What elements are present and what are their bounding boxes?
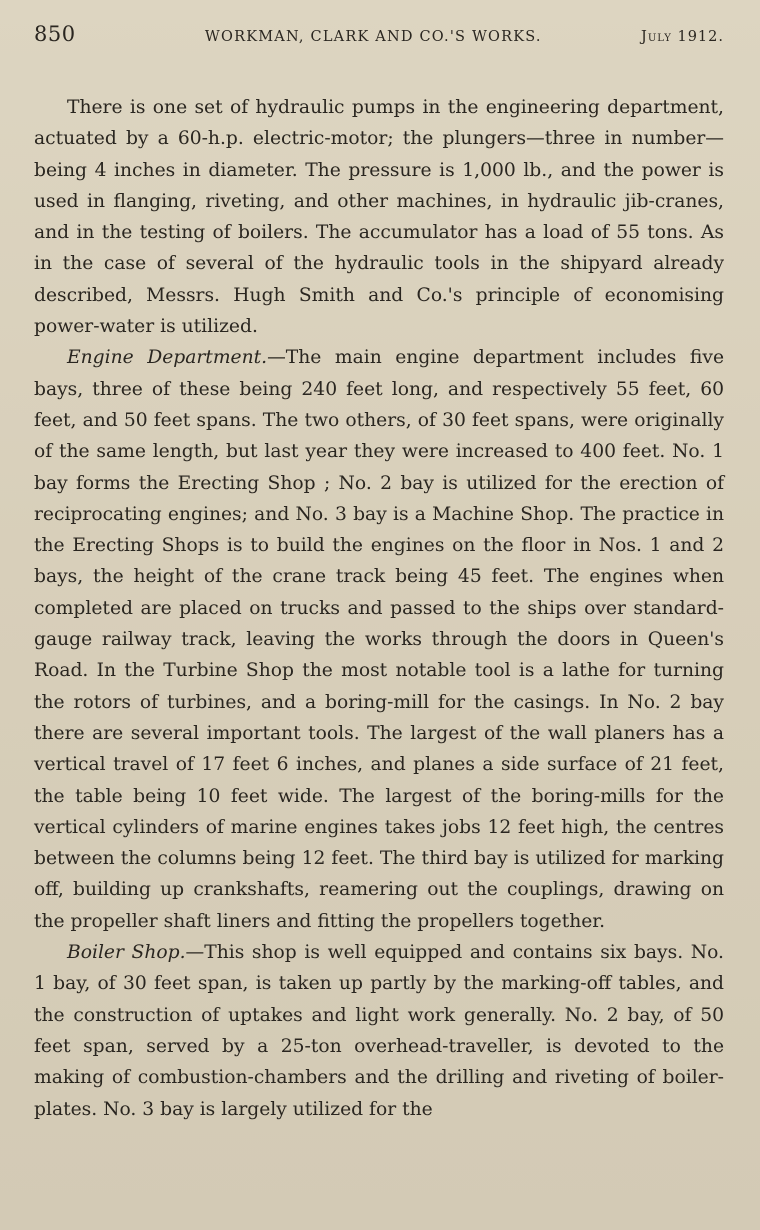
page-number: 850 <box>34 22 76 46</box>
running-title: WORKMAN, CLARK AND CO.'S WORKS. <box>204 29 542 45</box>
issue-date: July 1912. <box>641 29 724 45</box>
paragraph-hydraulic-pumps <box>34 92 724 342</box>
paragraph-text: There is one set of hydraulic pumps in the engineering department, actuated by a 60-h.p. electric-motor; the plungers—three in number—being 4 inches in diameter. The pressure is 1,000 lb., and the power is used in flanging, riveting, and other machines, in hydraulic jib-cranes, and in the testing of boilers. The accumulator has a load of 55 tons. As in the case of several of the hydraulic tools in the shipyard already described, Messrs. Hugh Smith and Co.'s principle of economising power-water is utilized. <box>34 97 724 338</box>
section-heading-boiler-shop: Boiler Shop. <box>67 942 186 964</box>
body-text <box>34 92 724 1125</box>
section-heading-engine-department: Engine Department. <box>67 347 268 369</box>
paragraph-text: —This shop is well equipped and contains six bays. No. 1 bay, of 30 feet span, is taken up partly by the marking-off tables, and the construction of uptakes and light work generally. No. 2 bay, of 50 feet span, served by a 25-ton overhead-traveller, is devoted to the making of combustion-chambers and the drilling and riveting of boiler-plates. No. 3 bay is largely utilized for the <box>34 942 724 1120</box>
running-head <box>34 22 724 62</box>
paragraph-text: —The main engine department includes five bays, three of these being 240 feet long, and respectively 55 feet, 60 feet, and 50 feet spans. The two others, of 30 feet spans, were originally of the same length, but last year they were increased to 400 feet. No. 1 bay forms the Erecting Shop ; No. 2 bay is utilized for the erection of reciprocating engines; and No. 3 bay is a Machine Shop. The practice in the Erecting Shops is to build the engines on the floor in Nos. 1 and 2 bays, the height of the crane track being 45 feet. The engines when completed are placed on trucks and passed to the ships over standard-gauge railway track, leaving the works through the doors in Queen's Road. In the Turbine Shop the most notable tool is a lathe for turning the rotors of turbines, and a boring-mill for the casings. In No. 2 bay there are several important tools. The largest of the wall planers has a vertical travel of 17 feet 6 inches, and planes a side surface of 21 feet, the table being 10 feet wide. The largest of the boring-mills for the vertical cylinders of marine engines takes jobs 12 feet high, the centres between the columns being 12 feet. The third bay is utilized for marking off, building up crankshafts, reamering out the couplings, drawing on the propeller shaft liners and fitting the propellers together. <box>34 347 724 932</box>
paragraph-engine-department <box>34 342 724 937</box>
paragraph-boiler-shop <box>34 937 724 1125</box>
